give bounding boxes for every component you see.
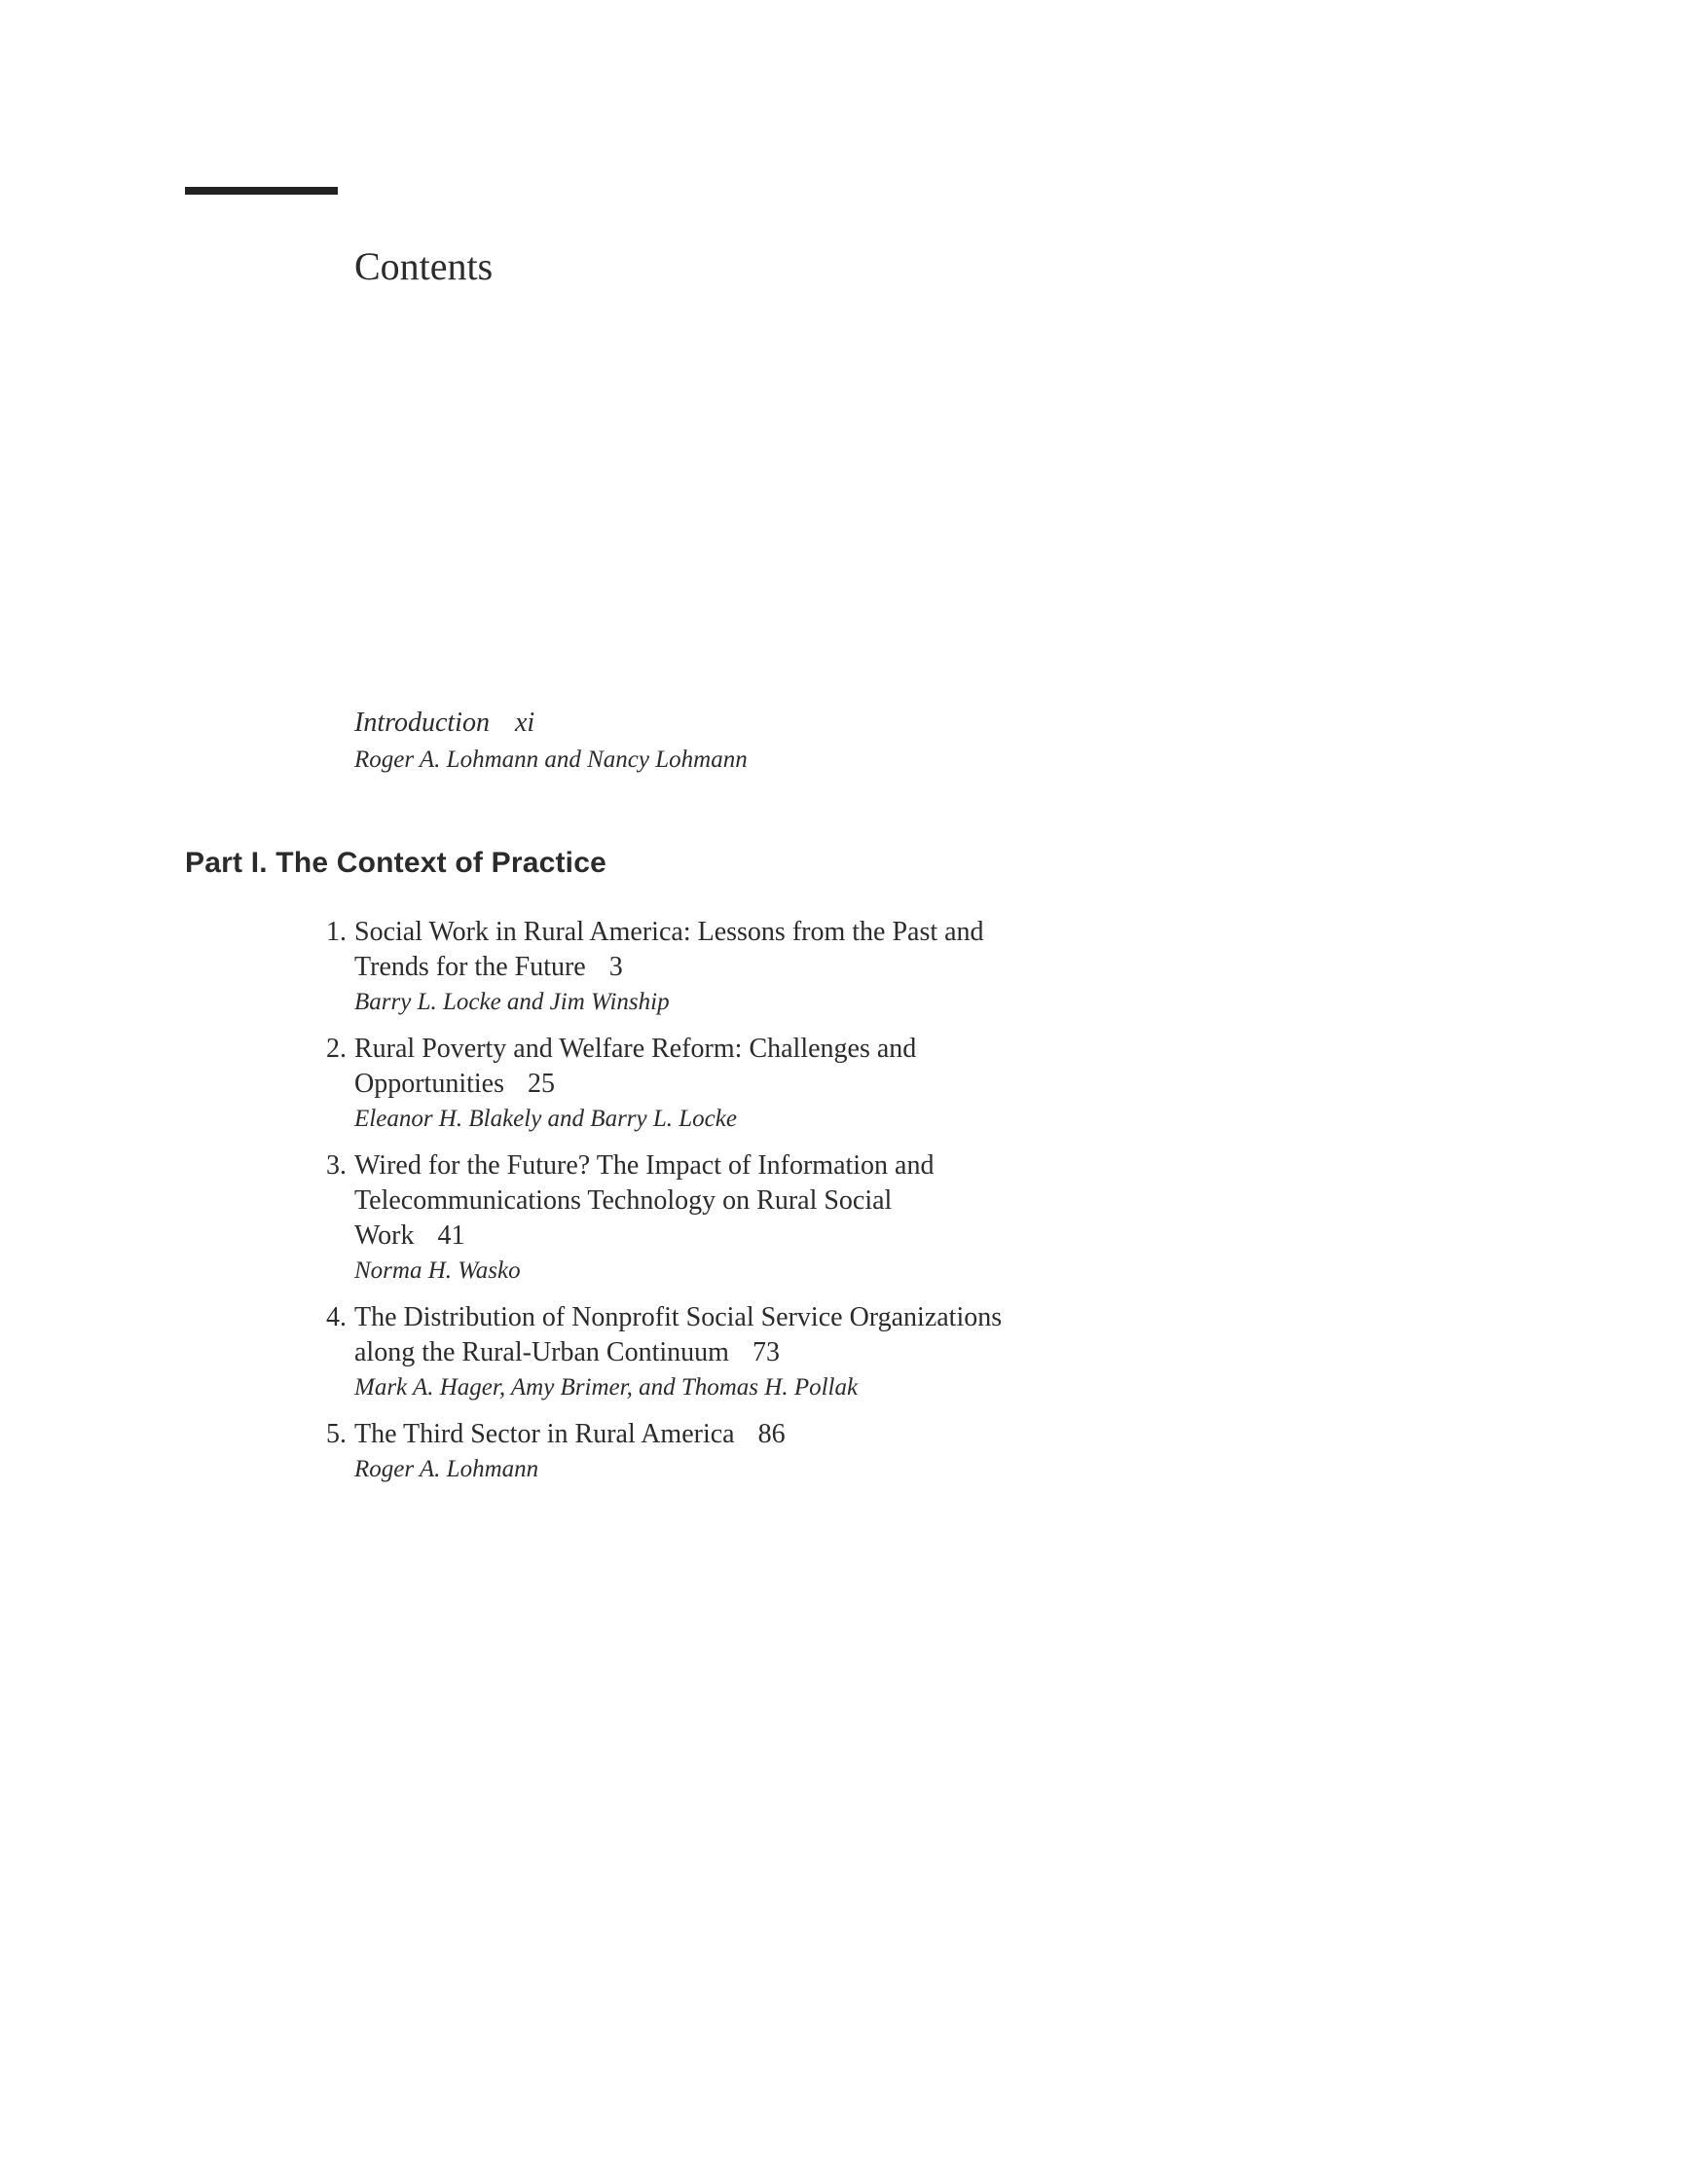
chapter-entry <box>326 1300 1055 1405</box>
chapter-page-number: 41 <box>437 1220 465 1251</box>
chapter-page-number: 73 <box>752 1337 780 1367</box>
page-title: Contents <box>354 244 494 288</box>
chapter-page-number: 86 <box>757 1419 786 1449</box>
chapter-page-number: 3 <box>608 952 623 982</box>
introduction-page-number: xi <box>514 708 535 738</box>
introduction-label: Introduction <box>354 708 490 738</box>
chapter-number: 1. <box>326 917 347 947</box>
chapter-authors: Mark A. Hager, Amy Brimer, and Thomas H. Pollak <box>354 1374 859 1401</box>
chapter-number: 5. <box>326 1419 347 1449</box>
chapter-title: Social Work in Rural America: Lessons from the Past and Trends for the Future <box>354 917 984 982</box>
chapter-entry <box>326 1148 1055 1289</box>
chapter-title-line <box>354 1300 1055 1370</box>
chapter-title-line <box>354 1032 938 1102</box>
chapter-title-line <box>354 1417 1055 1452</box>
chapter-number: 3. <box>326 1150 347 1181</box>
chapter-number: 2. <box>326 1034 347 1064</box>
chapter-title-line <box>354 915 1026 985</box>
part-heading: Part I. The Context of Practice <box>185 847 606 879</box>
chapter-title: The Distribution of Nonprofit Social Service Organizations along the Rural-Urban Continuum <box>354 1302 1003 1367</box>
chapter-number: 4. <box>326 1302 347 1332</box>
chapter-entry <box>326 1417 1055 1487</box>
chapter-entry <box>326 1032 1055 1137</box>
chapter-authors: Barry L. Locke and Jim Winship <box>354 989 670 1015</box>
chapter-list <box>326 915 1055 1499</box>
introduction-authors: Roger A. Lohmann and Nancy Lohmann <box>354 746 748 773</box>
chapter-authors: Norma H. Wasko <box>354 1257 521 1284</box>
chapter-entry <box>326 915 1055 1020</box>
chapter-title: Rural Poverty and Welfare Reform: Challenges and Opportunities <box>354 1034 917 1099</box>
chapter-authors: Roger A. Lohmann <box>354 1456 539 1482</box>
introduction-line <box>354 707 748 740</box>
decorative-rule <box>185 187 338 195</box>
chapter-title: Wired for the Future? The Impact of Information and Telecommunications Technology on Rural Social Work <box>354 1150 935 1251</box>
chapter-title: The Third Sector in Rural America <box>354 1419 735 1449</box>
introduction-entry <box>354 707 748 775</box>
chapter-page-number: 25 <box>528 1069 555 1099</box>
chapter-authors: Eleanor H. Blakely and Barry L. Locke <box>354 1106 737 1132</box>
chapter-title-line <box>354 1148 958 1254</box>
